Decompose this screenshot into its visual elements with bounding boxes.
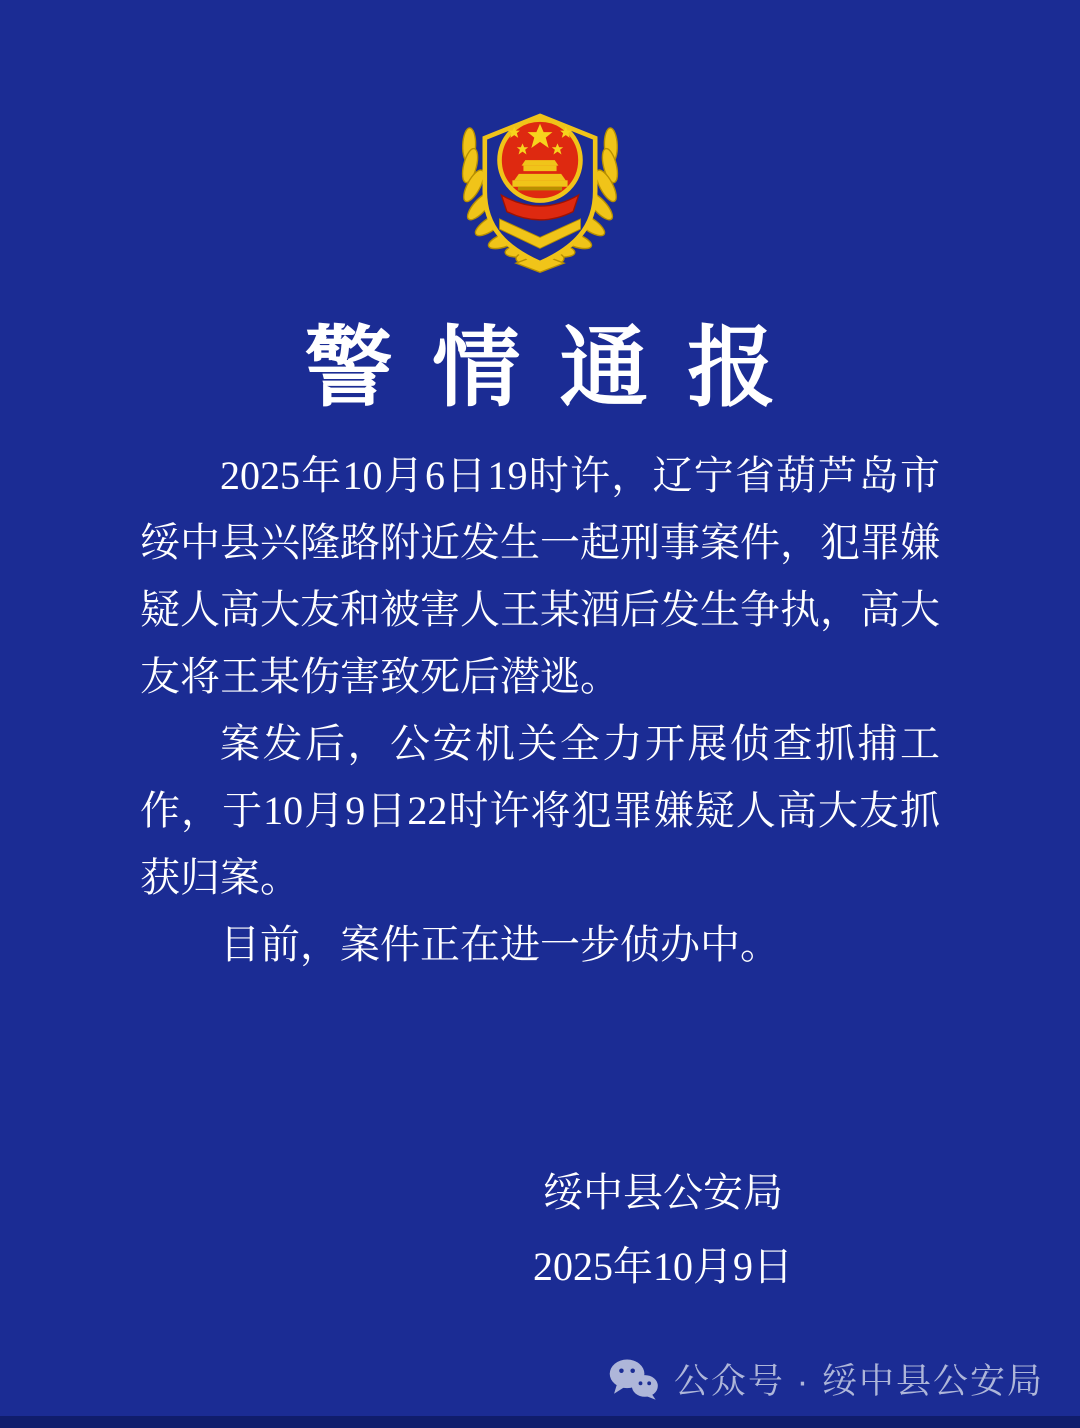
wechat-icon — [608, 1357, 660, 1401]
paragraph-incident: 2025年10月6日19时许，辽宁省葫芦岛市绥中县兴隆路附近发生一起刑事案件，犯罪嫌疑人高大友和被害人王某酒后发生争执，高大友将王某伤害致死后潜逃。 — [140, 453, 940, 699]
issuer-name: 绥中县公安局 — [543, 1170, 783, 1215]
notice-body — [0, 442, 1080, 978]
wechat-account-label: 公众号 · 绥中县公安局 — [673, 1362, 1044, 1401]
paragraph-arrest: 案发后，公安机关全力开展侦查抓捕工作，于10月9日22时许将犯罪嫌疑人高大友抓获归案。 — [140, 721, 940, 900]
police-badge-icon — [446, 92, 634, 276]
wechat-account-watermark — [608, 1354, 1044, 1404]
issue-date: 2025年10月9日 — [533, 1244, 793, 1289]
bottom-band — [0, 1416, 1080, 1428]
page-title: 警情通报 — [304, 321, 815, 418]
signature-block — [123, 1156, 1080, 1304]
paragraph-status: 目前，案件正在进一步侦办中。 — [220, 922, 780, 967]
